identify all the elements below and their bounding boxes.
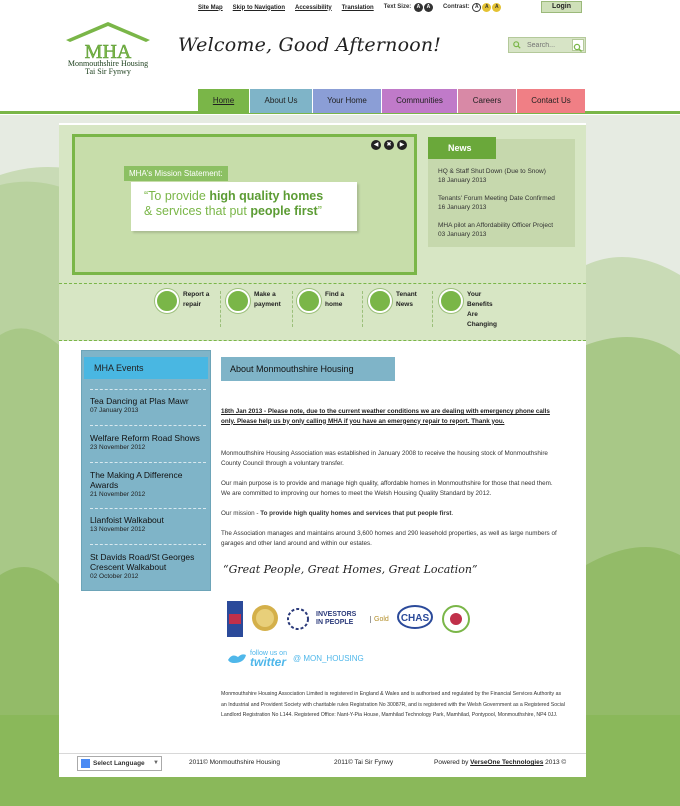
event-divider <box>90 544 206 545</box>
events-heading: MHA Events <box>84 357 208 379</box>
search-input[interactable] <box>527 40 571 51</box>
event-divider <box>90 462 206 463</box>
contrast-high-button[interactable]: A <box>492 3 501 12</box>
logo-line-2: Tai Sir Fynwy <box>85 67 131 76</box>
house-icon <box>368 289 392 313</box>
event-item[interactable]: Llanfoist Walkabout 13 November 2012 <box>90 515 164 533</box>
nav-your-home[interactable]: Your Home <box>313 89 382 113</box>
about-paragraph: Our main purpose is to provide and manage high quality, affordable homes in Monmouthshire for those that need them. We are committed to improving our homes to meet the Welsh Housing Quality Standard by 2012. <box>221 480 553 497</box>
about-paragraph: Monmouthshire Housing Association was established in January 2008 to receive the housing stock of Monmouthshire County Council through a voluntary transfer. <box>221 450 548 467</box>
quick-link-divider <box>292 291 293 327</box>
pause-slide-icon[interactable]: ✖ <box>384 140 394 150</box>
footer-powered-by: Powered by VerseOne Technologies 2013 © <box>434 759 567 766</box>
nav-careers[interactable]: Careers <box>458 89 517 113</box>
award-badge-icon <box>250 603 280 635</box>
twitter-brand: twitter <box>250 655 286 669</box>
footer-copyright-1: 2011© Monmouthshire Housing <box>189 759 281 766</box>
contrast-label: Contrast: <box>442 4 470 10</box>
skip-nav-link[interactable]: Skip to Navigation <box>232 4 286 11</box>
contrast-yellow-button[interactable]: A <box>482 3 491 12</box>
event-divider <box>90 389 206 390</box>
login-button[interactable]: Login <box>541 1 582 13</box>
about-mission: Our mission - To provide high quality homes and services that put people first. <box>221 510 454 517</box>
quick-link-report-repair[interactable]: Report a repair <box>155 289 209 313</box>
event-divider <box>90 425 206 426</box>
seal-badge-icon <box>441 604 471 634</box>
event-item[interactable]: The Making A Difference Awards 21 November 2012 <box>90 470 183 498</box>
twitter-handle: @ MON_HOUSING <box>292 653 364 663</box>
utility-bar <box>198 3 501 12</box>
registration-text: Monmouthshire Housing Association Limited is registered in England & Wales and is authorised and regulated by the Financial Services Authority as an Industrial and Provident Society with charitable rules Registration No 30087R, and is registered with the Welsh Government as a Registered Social Landlord Registration No L144. Registered Office: Nant-Y-Pia House, Mamhilad Technology Park, Mamhilad, Pontypool, Monmouthshire, NP4 0JJ. <box>221 691 565 718</box>
main-nav <box>198 89 585 113</box>
nav-communities[interactable]: Communities <box>382 89 458 113</box>
mission-tag: MHA's Mission Statement: <box>124 166 228 181</box>
next-slide-icon[interactable]: ▶ <box>397 140 407 150</box>
about-paragraph: The Association manages and maintains around 3,600 homes and 290 leasehold properties, as well as large numbers of garages and other land around and within our estates. <box>221 530 557 547</box>
search-go-icon <box>573 43 583 53</box>
shield-badge-icon <box>226 600 244 638</box>
nav-about-us[interactable]: About Us <box>250 89 313 113</box>
news-item[interactable]: MHA pilot an Affordability Officer Project 03 January 2013 <box>438 222 554 238</box>
quick-link-find-home[interactable]: Find a home <box>297 289 344 313</box>
slide-controls <box>371 140 407 150</box>
text-size-large-button[interactable]: A <box>424 3 433 12</box>
text-size-label: Text Size: <box>383 4 412 10</box>
twitter-follow-text: follow us on <box>250 650 287 657</box>
quick-link-tenant-news[interactable]: Tenant News <box>368 289 417 313</box>
event-item[interactable]: St Davids Road/St Georges Crescent Walkabout 02 October 2012 <box>90 552 195 580</box>
search-submit-button[interactable] <box>572 39 584 51</box>
news-item[interactable]: Tenants' Forum Meeting Date Confirmed 16 January 2013 <box>438 195 555 211</box>
prev-slide-icon[interactable]: ◀ <box>371 140 381 150</box>
pound-icon <box>226 289 250 313</box>
nav-home[interactable]: Home <box>198 89 250 113</box>
welcome-message: Welcome, Good Afternoon! <box>178 34 442 56</box>
event-item[interactable]: Welfare Reform Road Shows 23 November 2012 <box>90 433 200 451</box>
svg-text:CHAS: CHAS <box>400 613 429 624</box>
text-size-small-button[interactable]: A <box>414 3 423 12</box>
investors-in-people-logo: INVESTORS IN PEOPLE <box>316 611 357 626</box>
news-list <box>438 167 573 248</box>
event-divider <box>90 508 206 509</box>
slogan: “Great People, Great Homes, Great Location” <box>223 563 478 576</box>
translation-link[interactable]: Translation <box>341 4 374 11</box>
google-translate-icon <box>81 759 90 768</box>
quick-link-divider <box>220 291 221 327</box>
logo-mark: MHA <box>84 41 132 63</box>
news-heading: News <box>428 137 496 159</box>
mission-quote: “To provide high quality homes & services that put people first” <box>131 182 357 231</box>
event-item[interactable]: Tea Dancing at Plas Mawr 07 January 2013 <box>90 396 189 414</box>
search-icon <box>513 41 521 49</box>
logo-text <box>58 60 158 76</box>
accreditation-logos <box>226 600 471 638</box>
quick-link-divider <box>432 291 433 327</box>
search-box <box>508 37 586 53</box>
logo-line-1: Monmouthshire Housing <box>67 59 149 68</box>
twitter-bird-icon <box>226 651 248 665</box>
weather-notice[interactable]: 18th Jan 2013 - Please note, due to the current weather conditions we are dealing with emergency phone calls only. Please help us by only calling MHA if you have an emergency repair to report. Thank you. <box>221 408 550 425</box>
chas-logo-icon <box>395 605 435 633</box>
select-language-dropdown[interactable]: Select Language ▼ <box>77 756 162 771</box>
site-map-link[interactable]: Site Map <box>198 4 223 11</box>
door-icon <box>297 289 321 313</box>
quick-link-benefits[interactable]: Your Benefits Are Changing <box>439 289 497 330</box>
chevron-down-icon: ▼ <box>153 760 159 766</box>
info-icon <box>439 289 463 313</box>
laurel-icon <box>286 607 310 631</box>
verseone-link[interactable]: VerseOne Technologies <box>470 759 544 766</box>
wrench-icon <box>155 289 179 313</box>
quick-link-make-payment[interactable]: Make a payment <box>226 289 281 313</box>
nav-contact-us[interactable]: Contact Us <box>517 89 585 113</box>
news-item[interactable]: HQ & Staff Shut Down (Due to Snow) 18 January 2013 <box>438 168 546 184</box>
contrast-normal-button[interactable]: A <box>472 3 481 12</box>
twitter-follow-link[interactable] <box>226 649 364 667</box>
footer-copyright-2: 2011© Tai Sir Fynwy <box>334 759 394 766</box>
accessibility-link[interactable]: Accessibility <box>295 4 332 11</box>
about-heading: About Monmouthshire Housing <box>221 357 395 381</box>
iip-gold-label: Gold <box>370 616 389 623</box>
quick-link-divider <box>362 291 363 327</box>
